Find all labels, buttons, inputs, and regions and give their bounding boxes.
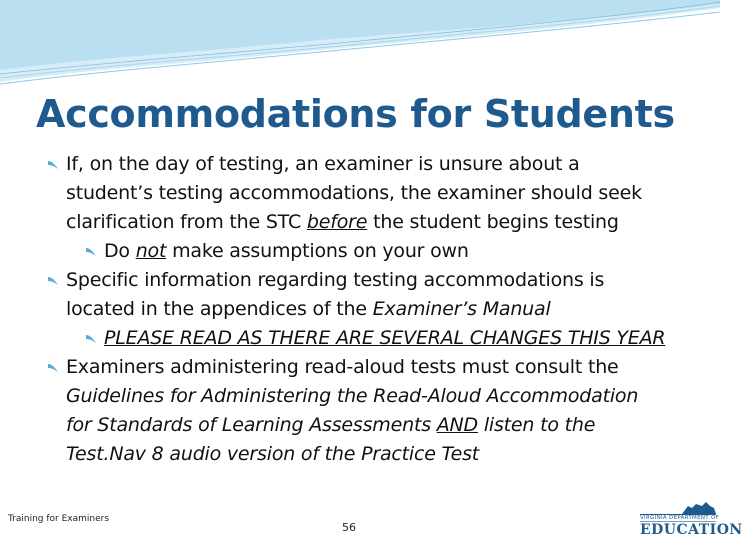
logo-education-text: EDUCATION (640, 522, 743, 538)
bullet-3-text-b: Guidelines for Administering the Read-Aloud Accommodation (66, 385, 639, 407)
bullet-1-text-b: student’s testing accommodations, the examiner should seek (66, 182, 642, 204)
bullet-icon (46, 274, 60, 288)
sub-bullet-1-pre: Do (104, 240, 136, 262)
sub-bullet-1-post: make assumptions on your own (166, 240, 469, 262)
bullet-2-line-1 (44, 266, 704, 295)
bullet-3-line-2 (44, 382, 704, 411)
sub-bullet-2 (44, 324, 704, 353)
bullet-3-emphasis-and: AND (436, 414, 478, 436)
vdoe-logo (636, 500, 743, 540)
bullet-2-text-a: Specific information regarding testing accommodations is (66, 269, 605, 291)
sub-bullet-1-emphasis-not: not (135, 240, 167, 262)
sub-bullet-2-text: PLEASE READ AS THERE ARE SEVERAL CHANGES THIS YEAR (104, 327, 666, 349)
sub-bullet-icon (84, 332, 98, 346)
slide-title: Accommodations for Students (36, 92, 675, 136)
bullet-3-text-d: Test.Nav 8 audio version of the Practice Test (66, 443, 480, 465)
bullet-2-line-2 (44, 295, 704, 324)
sub-bullet-icon (84, 245, 98, 259)
bullet-1-emphasis-before: before (306, 211, 368, 233)
footer-label: Training for Examiners (8, 514, 110, 524)
bullet-3-text-a: Examiners administering read-aloud tests must consult the (66, 356, 619, 378)
sub-bullet-1 (44, 237, 704, 266)
bullet-1-text-a: If, on the day of testing, an examiner is unsure about a (66, 153, 580, 175)
bullet-icon (46, 361, 60, 375)
logo-department-text: VIRGINIA DEPARTMENT OF (640, 515, 720, 521)
bullet-2-manual-title: Examiner’s Manual (372, 298, 551, 320)
bullet-1-line-2 (44, 179, 704, 208)
bullet-3-line-3 (44, 411, 704, 440)
page-number: 56 (342, 521, 356, 534)
bullet-3-text-c-post: listen to the (477, 414, 596, 436)
bullet-1-line-1 (44, 150, 704, 179)
slide-body (44, 150, 704, 469)
bullet-icon (46, 158, 60, 172)
bullet-1-line-3 (44, 208, 704, 237)
bullet-3-text-c-pre: for Standards of Learning Assessments (66, 414, 437, 436)
header-wave-decoration (0, 0, 720, 90)
bullet-1-text-c-pre: clarification from the STC (66, 211, 307, 233)
bullet-3-line-4 (44, 440, 704, 469)
bullet-1-text-c-post: the student begins testing (367, 211, 619, 233)
bullet-3-line-1 (44, 353, 704, 382)
bullet-2-text-b-pre: located in the appendices of the (66, 298, 373, 320)
